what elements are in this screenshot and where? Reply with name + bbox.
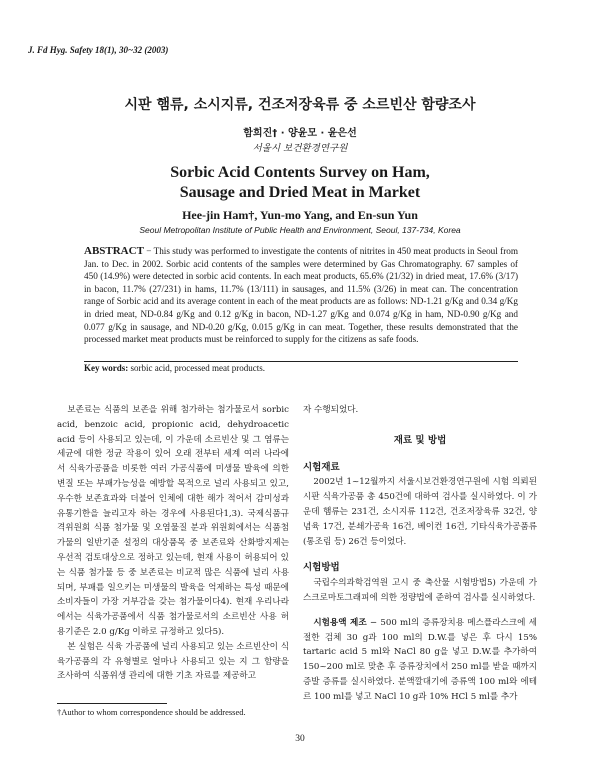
journal-citation: J. Fd Hyg. Safety 18(1), 30~32 (2003): [28, 45, 169, 55]
abstract-label: ABSTRACT: [84, 245, 144, 257]
korean-authors: 함희진† · 양윤모 · 윤은선: [243, 128, 357, 139]
footnote: †Author to whom correspondence should be addressed.: [57, 707, 246, 717]
footnote-divider: [57, 703, 167, 704]
subheading-method: 시험방법: [303, 562, 340, 574]
english-title: [0, 163, 600, 203]
korean-affiliation: 서울시 보건환경연구원: [252, 143, 348, 154]
english-affiliation: Seoul Metropolitan Institute of Public Health and Environment, Seoul, 137-734, Korea: [139, 225, 461, 235]
abstract-text: − This study was performed to investigate the contents of nitrites in 450 meat products in Seoul from Jan. to Dec. in 2002. Sorbic acid contents of the samples were determined by Gas Chromatography. 67 samples of 450 (14.9%) were detected in sorbic acid contents. In each meat products, 65.6% (21/32) in dried meat, 17.6% (3/17) in bacon, 11.7% (27/231) in hams, 11.7% (13/111) in sausages, and 11.5% (3/26) in meat can. The concentration range of Sorbic acid and its average content in each of the meat products are as follows: ND-1.21 g/Kg and 0.34 g/Kg in dried meat, ND-0.84 g/Kg and 0.12 g/Kg in bacon, ND-1.27 g/Kg and 0.074 g/Kg in ham, ND-0.90 g/Kg and 0.077 g/Kg in sausage, and ND-0.20 g/Kg, 0.015 g/Kg in can meat. Together, these results demonstrated that the processed market meat products must be reinforced to supply for the citizens as safe foods.: [84, 246, 518, 345]
section-heading-materials-methods: 재료 및 방법: [393, 434, 447, 446]
abstract-divider: [84, 361, 518, 362]
method-paragraph: 국립수의과학검역원 고시 중 축산물 시험방법5) 가운데 가스크로마토그래피에 의한 정량법에 준하여 검사를 실시하였다.: [303, 578, 537, 603]
reagent-heading: 시험용액 제조: [313, 617, 367, 628]
english-authors: Hee-jin Ham†, Yun-mo Yang, and En-sun Yun: [182, 208, 418, 222]
page-number: 30: [295, 734, 305, 744]
subheading-materials: 시험재료: [303, 461, 340, 473]
keywords: [84, 363, 518, 373]
reagent-text: − 500 ml의 증류장치용 메스플라스크에 세절한 검체 30 g과 100 ml의 D.W.를 넣은 후 다시 15% tartaric acid 5 ml와 NaCl 80 g을 넣고 D.W.를 추가하여 150~200 ml로 맞춘 후 증류장치에서 250 ml를 받을 때까지 증발 증류를 실시하였다. 분액깔대기에 증류액 100 ml와 에테르 100 ml를 넣고 NaCl 10 g과 10% HCl 5 ml를 추가: [303, 617, 537, 702]
keywords-text: sorbic acid, processed meat products.: [128, 363, 265, 373]
korean-title: 시판 햄류, 소시지류, 건조저장육류 중 소르빈산 함량조사: [124, 97, 476, 113]
materials-paragraph: 2002년 1~12월까지 서울시보건환경연구원에 시험 의뢰된 시판 식육가공품 총 450건에 대하여 검사를 실시하였다. 이 가운데 햄류는 231건, 소시지류 112건, 건조저장육류 32건, 양념육 17건, 분쇄가공육 16건, 베이컨 16건, 기타식육가공품류(통조림 등) 26건 등이었다.: [303, 477, 537, 547]
reagent-paragraph: [303, 616, 537, 705]
right-column: [303, 403, 537, 705]
intro-paragraph-1: 보존료는 식품의 보존을 위해 첨가하는 첨가물로서 sorbic acid, benzoic acid, propionic acid, dehydroacetic acid 등이 사용되고 있는데, 이 가운데 소르빈산 및 그 염류는 세균에 대한 정균 작용이 있어 오래 전부터 세계 여러 나라에서 식육가공품을 비롯한 여러 가공식품에 미생물 발육에 의한 변질 또는 부패가능성을 예방할 목적으로 널리 사용되고 있고, 우수한 보존효과와 더불어 인체에 대한 해가 적어서 감미성과 유통기한을 늘리고자 하는 경우에 사용된다1,3). 국제식품규격위원회 식품 첨가물 및 오염물질 분과 위원회에서는 식품첨가물의 일반기준 설정의 대상품목 중 보존료와 산화방지제는 우선적 검토대상으로 정하고 있는데, 현재 사용이 허용되어 있는 식품 첨가물 등 중 보존료는 비교적 많은 식품에 널리 사용되며, 부패를 일으키는 미생물의 발육을 억제하는 특성 때문에 소비자들이 가장 거부감을 갖는 첨가물이다4). 현재 우리나라에서는 식육가공품에서 식품 첨가물로서의 소르빈산 사용 허용기준은 2.0 g/Kg 이하로 규정하고 있다5).: [57, 405, 289, 637]
keywords-label: Key words:: [84, 363, 129, 373]
intro-paragraph-2: 본 실험은 식육 가공품에 널리 사용되고 있는 소르빈산이 식육가공품의 각 유형별로 얼마나 사용되고 있는 지 그 함량을 조사하여 식품위생 관리에 대한 기초 자료를 제공하고: [57, 641, 289, 682]
left-column: [57, 403, 289, 684]
abstract: [84, 245, 518, 346]
english-title-text: Sorbic Acid Contents Survey on Ham, Sausage and Dried Meat in Market: [170, 164, 430, 201]
intro-continuation: 자 수행되었다.: [303, 405, 359, 415]
